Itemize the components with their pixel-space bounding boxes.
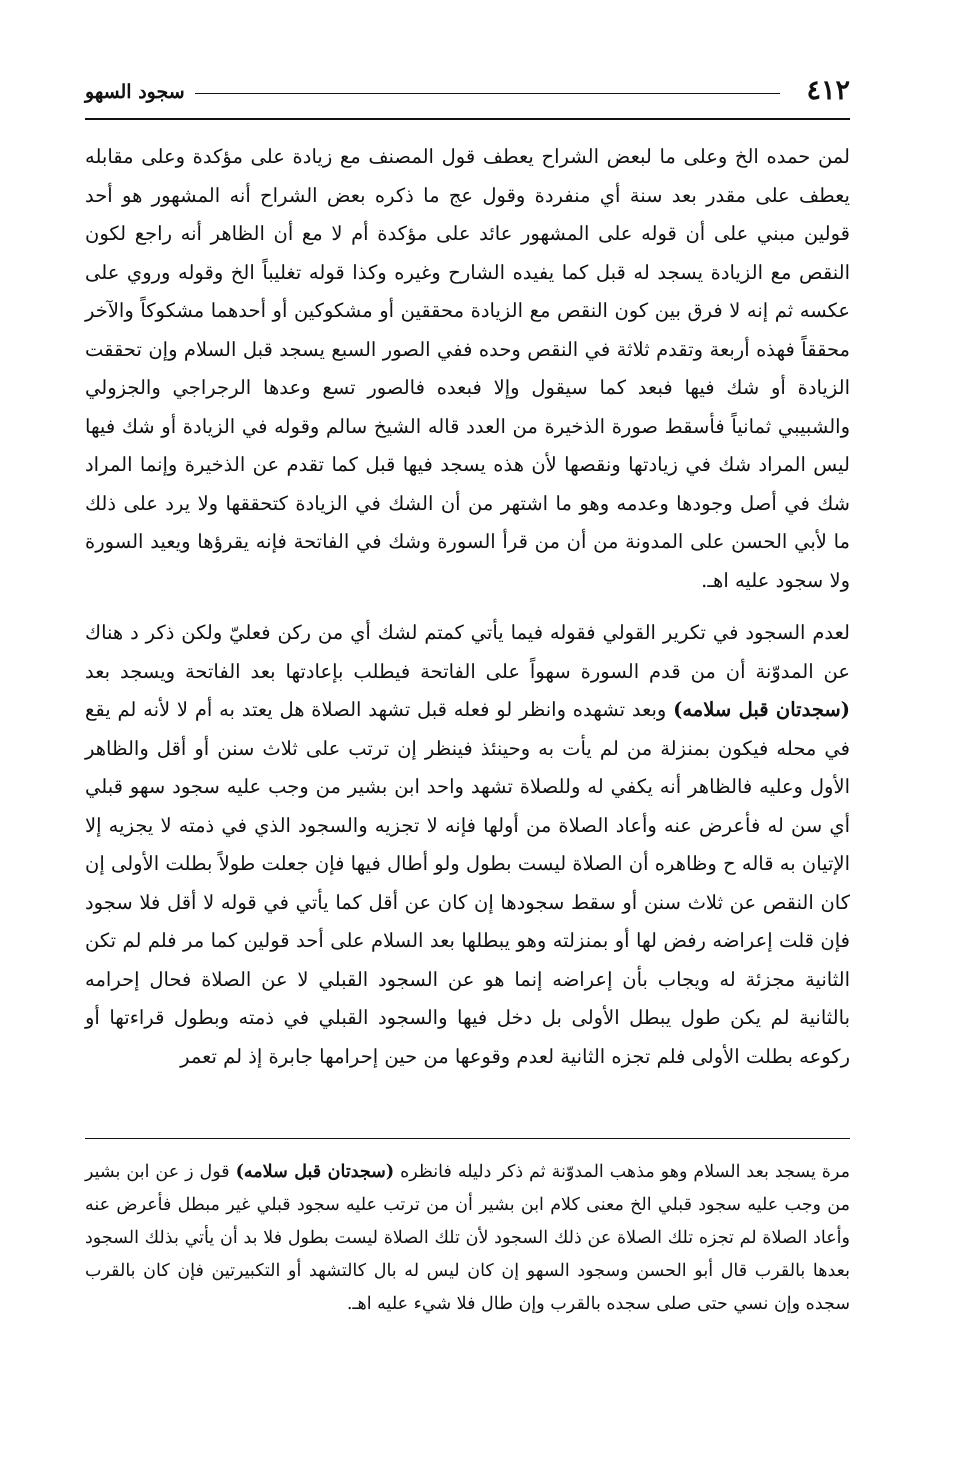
footnote-paragraph <box>85 1156 850 1321</box>
footnote-end: قول ز عن ابن بشير من وجب عليه سجود قبلي الخ معنى كلام ابن بشير أن من ترتب عليه سجود قبلي غير مبطل فأعرض عنه وأعاد الصلاة لم تجزه تلك الصلاة عن ذلك السجود لأن تلك الصلاة ليست بطول فلا بد أن يأتي بذلك السجود بعدها بالقرب قال أبو الحسن وسجود السهو إن كان ليس له بال كالتشهد أو التكبيرتين فإن كان بالقرب سجده وإن نسي حتى صلى سجده بالقرب وإن طال فلا شيء عليه اهـ. <box>85 1162 850 1314</box>
footnote-start: مرة يسجد بعد السلام وهو مذهب المدوّنة ثم ذكر دليله فانظره <box>394 1162 850 1182</box>
footnote-bold-phrase: (سجدتان قبل سلامه) <box>235 1162 395 1182</box>
page-number: ٤١٢ <box>806 75 850 106</box>
body-paragraph-2-bold-phrase: (سجدتان قبل سلامه) <box>673 698 850 721</box>
running-title: سجود السهو <box>85 81 185 103</box>
page-header <box>85 74 850 120</box>
main-text <box>85 138 850 1076</box>
footnote-separator <box>85 1138 850 1139</box>
header-rule <box>85 118 850 120</box>
body-paragraph-1: لمن حمده الخ وعلى ما لبعض الشراح يعطف قول المصنف مع زيادة على مؤكدة وعلى مقابله يعطف على مقدر بعد سنة أي منفردة وقول عج ما ذكره بعض الشراح أنه المشهور هو أحد قولين مبني على أن قوله على المشهور عائد على مؤكدة أم لا مع أن الظاهر أنه راجع لكون النقص مع الزيادة يسجد له قبل كما يفيده الشارح وغيره وكذا قوله تغليباً الخ وقوله وروي على عكسه ثم إنه لا فرق بين كون النقص مع الزيادة محققين أو مشكوكين أو أحدهما مشكوكاً والآخر محققاً فهذه أربعة وتقدم ثلاثة في النقص وحده ففي الصور السبع يسجد قبل السلام وإن تحققت الزيادة أو شك فيها فبعد كما سيقول وإلا فبعده فالصور تسع وعدها الرجراجي والجزولي والشبيبي ثمانياً فأسقط صورة الذخيرة من العدد قاله الشيخ سالم وقوله في الزيادة أو شك فيها ليس المراد شك في زيادتها ونقصها لأن هذه يسجد فيها قبل كما تقدم عن الذخيرة وإنما المراد شك في أصل وجودها وعدمه وهو ما اشتهر من أن الشك في الزيادة كتحققها ولا يرد على ذلك ما لأبي الحسن على المدونة من أن من قرأ السورة وشك في الفاتحة فإنه يقرؤها ويعيد السورة ولا سجود عليه اهـ. <box>85 145 850 592</box>
footnote-section <box>85 1156 850 1321</box>
body-paragraph-2 <box>85 614 850 1076</box>
body-paragraph-2-end: وبعد تشهده وانظر لو فعله قبل تشهد الصلاة هل يعتد به أم لا لأنه لم يقع في محله فيكون بمنزلة من لم يأت به وحينئذ فينظر إن ترتب على ثلاث سنن أو أقل والظاهر الأول وعليه فالظاهر أنه يكفي له وللصلاة تشهد واحد ابن بشير من وجب عليه سجود سهو قبلي أي سن له فأعرض عنه وأعاد الصلاة من أولها فإنه لا تجزيه والسجود الذي في ذمته لا يجزيه إلا الإتيان به قاله ح وظاهره أن الصلاة ليست بطول ولو أطال فيها فإن جعلت طولاً بطلت الأولى إن كان النقص عن ثلاث سنن أو سقط سجودها إن كان عن أقل كما يأتي في قوله لا أقل فلا سجود فإن قلت إعراضه رفض لها أو بمنزلته وهو يبطلها بعد السلام على أحد قولين كما مر فلم لم تكن الثانية مجزئة له ويجاب بأن إعراضه إنما هو عن السجود القبلي لا عن الصلاة فحال إحرامه بالثانية لم يكن طول يبطل الأولى بل دخل فيها والسجود القبلي في ذمته وبطول قراءتها أو ركوعه بطلت الأولى فلم تجزه الثانية لعدم وقوعها من حين إحرامها جابرة إذ لم تعمر <box>85 698 850 1068</box>
body-paragraph-2-start: لعدم السجود في تكرير القولي فقوله فيما يأتي كمتم لشك أي من ركن فعليّ ولكن ذكر د هناك عن المدوّنة أن من قدم السورة سهواً على الفاتحة فيطلب بإعادتها بعد الفاتحة ويسجد بعد <box>85 621 850 683</box>
header-dash-line <box>195 93 780 94</box>
